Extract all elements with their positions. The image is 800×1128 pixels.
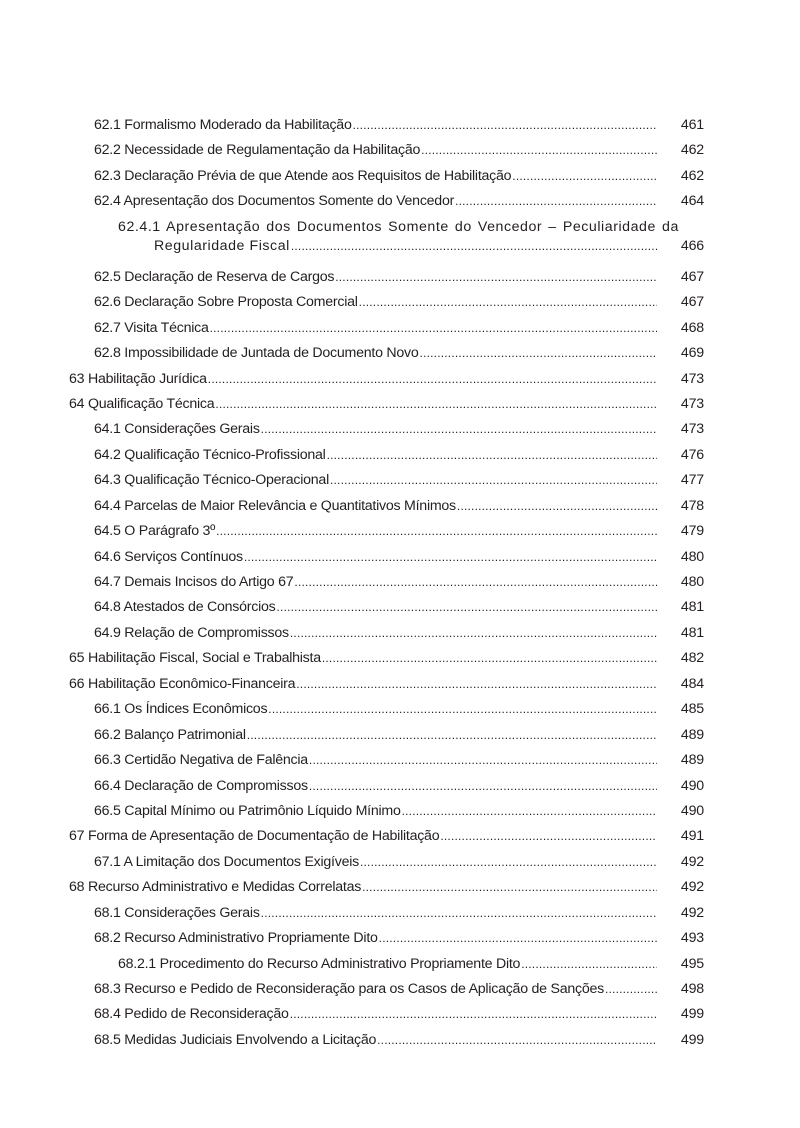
toc-entry-title: 68.4 Pedido de Reconsideração (94, 1006, 289, 1023)
toc-entry-title: 68.2 Recurso Administrativo Propriamente Dito (94, 930, 378, 947)
toc-entry[interactable] (0, 316, 800, 341)
toc-entry[interactable] (0, 189, 800, 214)
toc-entry-page: 495 (680, 955, 704, 972)
toc-entry-title: 62.6 Declaração Sobre Proposta Comercial (94, 294, 358, 311)
dot-leader (512, 164, 657, 189)
toc-entry-page: 469 (680, 345, 704, 362)
dot-leader (322, 646, 657, 671)
toc-entry-page: 481 (680, 624, 704, 641)
toc-entry-page: 481 (680, 599, 704, 616)
toc-entry[interactable] (0, 799, 800, 824)
dot-leader (216, 519, 657, 544)
toc-entry-title: 62.3 Declaração Prévia de que Atende aos Requisitos de Habilitação (94, 167, 512, 184)
dot-leader (290, 1002, 657, 1027)
dot-leader (261, 901, 657, 926)
toc-entry[interactable] (0, 774, 800, 799)
toc-entry[interactable] (0, 545, 800, 570)
toc-entry-title: 66.4 Declaração de Compromissos (94, 777, 308, 794)
toc-entry[interactable] (0, 875, 800, 900)
toc-entry[interactable] (0, 392, 800, 417)
toc-entry-title: 64.6 Serviços Contínuos (94, 548, 243, 565)
toc-entry[interactable] (0, 850, 800, 875)
dot-leader (261, 417, 657, 442)
toc-entry-page: 492 (680, 879, 704, 896)
dot-leader (244, 545, 657, 570)
toc-entry[interactable] (0, 367, 800, 392)
toc-entry-page: 490 (680, 802, 704, 819)
toc-entry-title: 67 Forma de Apresentação de Documentação de Habilitação (69, 828, 440, 845)
toc-entry-page: 462 (680, 142, 704, 159)
toc-entry-page: 467 (680, 294, 704, 311)
toc-entry-title: 62.1 Formalismo Moderado da Habilitação (94, 117, 352, 133)
toc-entry[interactable] (0, 621, 800, 646)
dot-leader (277, 595, 658, 620)
toc-entry[interactable] (0, 824, 800, 849)
toc-entry-title: 68 Recurso Administrativo e Medidas Correlatas (69, 879, 362, 896)
toc-entry-title: 66 Habilitação Econômico-Financeira (69, 675, 296, 692)
toc-entry-page: 482 (680, 650, 704, 667)
toc-entry-page: 489 (680, 752, 704, 769)
toc-entry[interactable] (0, 748, 800, 773)
toc-entry[interactable] (0, 952, 800, 977)
toc-entry[interactable] (0, 443, 800, 468)
dot-leader (296, 672, 657, 697)
toc-entry-page: 499 (680, 1031, 704, 1048)
dot-leader (457, 494, 657, 519)
toc-entry[interactable] (0, 672, 800, 697)
toc-entry[interactable] (0, 164, 800, 189)
toc-entry-title: 64.8 Atestados de Consórcios (94, 599, 276, 616)
dot-leader (208, 367, 657, 392)
toc-entry-page: 480 (680, 548, 704, 565)
toc-entry-page: 492 (680, 853, 704, 870)
toc-entry-title: 64.5 O Parágrafo 3º (94, 523, 216, 540)
toc-entry[interactable] (0, 1002, 800, 1027)
toc-entry-title: 66.5 Capital Mínimo ou Patrimônio Líquido Mínimo (94, 802, 401, 819)
toc-entry-title: 64.4 Parcelas de Maior Relevância e Quantitativos Mínimos (94, 497, 456, 514)
toc-entry-page: 466 (680, 237, 704, 254)
toc-entry-title: 63 Habilitação Jurídica (69, 370, 207, 387)
table-of-contents (0, 113, 800, 1053)
toc-entry[interactable] (0, 215, 800, 265)
dot-leader (290, 621, 657, 646)
dot-leader (421, 138, 657, 163)
dot-leader (291, 234, 657, 259)
dot-leader (440, 824, 657, 849)
dot-leader (330, 468, 657, 493)
toc-entry[interactable] (0, 265, 800, 290)
toc-entry-title: 68.2.1 Procedimento do Recurso Administrativo Propriamente Dito (118, 955, 521, 972)
toc-entry[interactable] (0, 926, 800, 951)
toc-entry-title: 66.3 Certidão Negativa de Falência (94, 752, 308, 769)
dot-leader (327, 443, 657, 468)
toc-entry[interactable] (0, 519, 800, 544)
dot-leader (247, 723, 657, 748)
toc-entry[interactable] (0, 1028, 800, 1053)
toc-entry-title: 62.8 Impossibilidade de Juntada de Documento Novo (94, 345, 419, 362)
toc-entry[interactable] (0, 723, 800, 748)
toc-entry-page: 467 (680, 268, 704, 285)
toc-entry-title: 68.3 Recurso e Pedido de Reconsideração para os Casos de Aplicação de Sanções (94, 981, 604, 997)
toc-entry-page: 490 (680, 777, 704, 794)
dot-leader (360, 850, 657, 875)
toc-entry-title: 68.1 Considerações Gerais (94, 904, 260, 921)
dot-leader (309, 748, 657, 773)
dot-leader (455, 189, 657, 214)
toc-entry-title: 62.7 Visita Técnica (94, 319, 209, 336)
dot-leader (605, 977, 657, 1002)
dot-leader (353, 113, 657, 138)
toc-entry-title: 64.1 Considerações Gerais (94, 421, 260, 438)
toc-entry-page: 462 (680, 167, 704, 184)
toc-entry[interactable] (0, 977, 800, 1002)
dot-leader (335, 265, 657, 290)
dot-leader (420, 341, 657, 366)
dot-leader (359, 290, 657, 315)
toc-entry-page: 461 (680, 117, 704, 133)
toc-entry[interactable] (0, 901, 800, 926)
dot-leader (362, 875, 657, 900)
toc-entry-page: 493 (680, 930, 704, 947)
toc-entry-title: 62.5 Declaração de Reserva de Cargos (94, 268, 335, 285)
toc-entry-page: 485 (680, 701, 704, 718)
toc-entry-title: 64.9 Relação de Compromissos (94, 624, 289, 641)
toc-entry-page: 473 (680, 370, 704, 387)
toc-entry-page: 473 (680, 421, 704, 438)
dot-leader (294, 570, 657, 595)
dot-leader (379, 926, 657, 951)
toc-entry[interactable] (0, 494, 800, 519)
dot-leader (268, 697, 657, 722)
toc-entry-title: 62.2 Necessidade de Regulamentação da Habilitação (94, 142, 421, 159)
toc-entry-page: 492 (680, 904, 704, 921)
toc-entry-page: 499 (680, 1006, 704, 1023)
toc-entry[interactable] (0, 290, 800, 315)
dot-leader (402, 799, 657, 824)
toc-entry[interactable] (0, 113, 800, 138)
toc-entry-title: 65 Habilitação Fiscal, Social e Trabalhista (69, 650, 321, 667)
toc-entry-page: 479 (680, 523, 704, 540)
dot-leader (309, 774, 657, 799)
toc-entry[interactable] (0, 468, 800, 493)
toc-entry-title: 66.2 Balanço Patrimonial (94, 726, 246, 743)
toc-entry-page: 476 (680, 446, 704, 463)
dot-leader (215, 392, 657, 417)
toc-entry-page: 484 (680, 675, 704, 692)
toc-entry-title: 64.7 Demais Incisos do Artigo 67 (94, 574, 294, 590)
toc-entry-page: 473 (680, 395, 704, 412)
toc-entry-title: 64.3 Qualificação Técnico-Operacional (94, 472, 329, 489)
toc-entry[interactable] (0, 138, 800, 163)
toc-entry[interactable] (0, 595, 800, 620)
toc-entry-page: 478 (680, 497, 704, 514)
toc-entry[interactable] (0, 341, 800, 366)
toc-entry-title: 64 Qualificação Técnica (69, 395, 215, 412)
dot-leader (210, 316, 657, 341)
toc-entry-title: 66.1 Os Índices Econômicos (94, 701, 268, 718)
toc-entry-page: 489 (680, 726, 704, 743)
dot-leader (377, 1028, 657, 1053)
toc-entry[interactable] (0, 417, 800, 442)
toc-entry-title: 62.4.1 Apresentação dos Documentos Somente do Vencedor – Peculiaridade da (118, 218, 679, 235)
toc-entry[interactable] (0, 646, 800, 671)
toc-entry-title: 64.2 Qualificação Técnico-Profissional (94, 446, 326, 463)
toc-entry-page: 464 (680, 193, 704, 210)
toc-entry-page: 491 (680, 828, 704, 845)
toc-entry-page: 477 (680, 472, 704, 489)
dot-leader (521, 952, 657, 977)
toc-entry-title: 67.1 A Limitação dos Documentos Exigíveis (94, 853, 359, 870)
toc-entry-title-continuation: Regularidade Fiscal (154, 237, 290, 254)
toc-entry-title: 68.5 Medidas Judiciais Envolvendo a Licitação (94, 1031, 377, 1048)
toc-entry-title: 62.4 Apresentação dos Documentos Somente do Vencedor (94, 193, 455, 210)
toc-entry[interactable] (0, 697, 800, 722)
toc-entry-page: 480 (680, 574, 704, 590)
toc-entry[interactable] (0, 570, 800, 595)
toc-entry-page: 498 (680, 981, 704, 997)
toc-entry-page: 468 (680, 319, 704, 336)
